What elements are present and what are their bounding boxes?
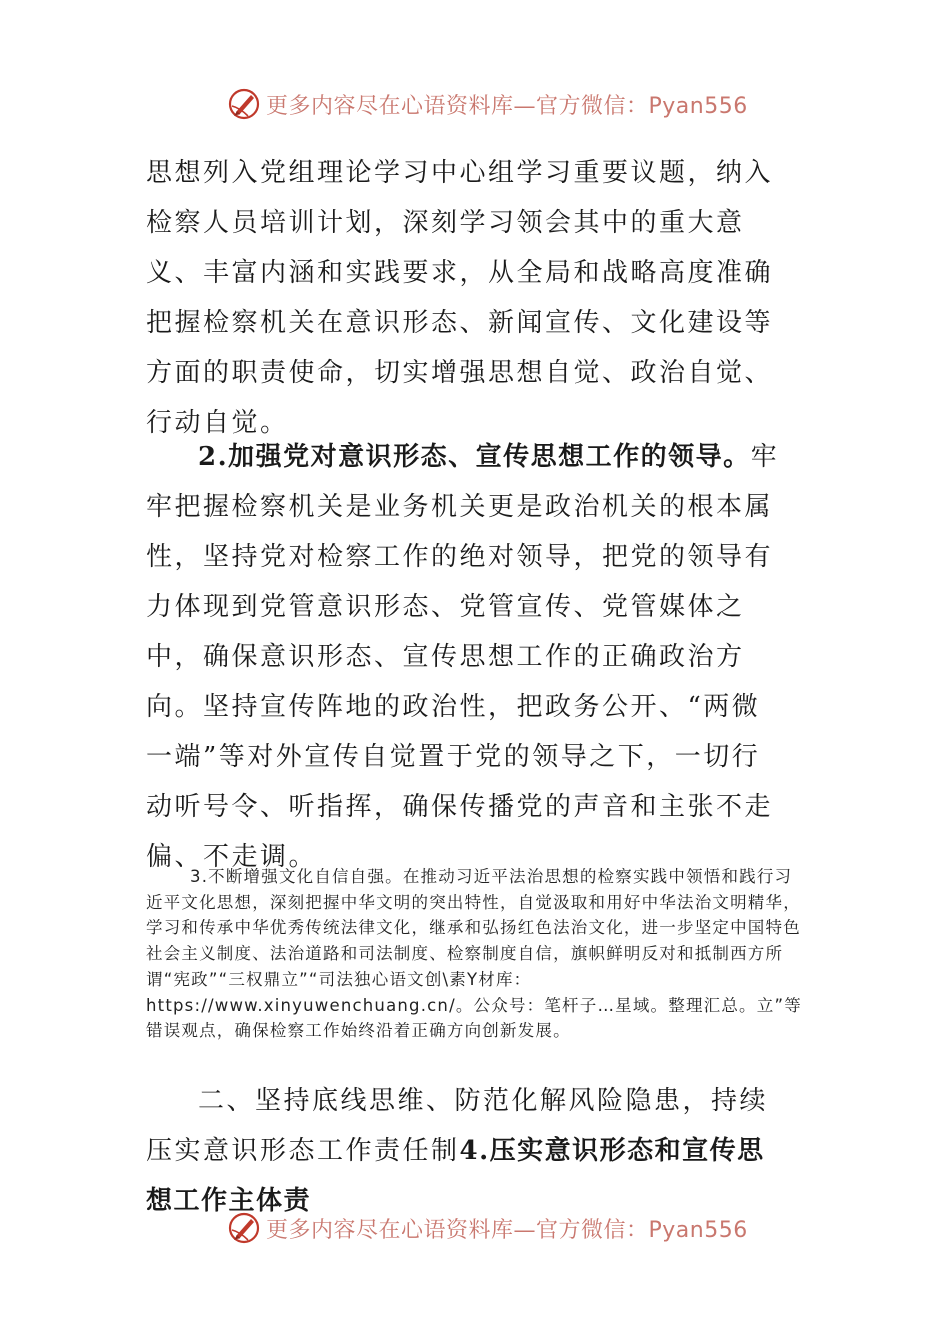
wechat-id: Pyan556 (648, 1217, 748, 1243)
paragraph-1: 思想列入党组理论学习中心组学习重要议题，纳入检察人员培训计划，深刻学习领会其中的重大意义、丰富内涵和实践要求，从全局和战略高度准确把握检察机关在意识形态、新闻宣传、文化建设等方面的职责使命，切实增强思想自觉、政治自觉、行动自觉。 (146, 158, 774, 438)
pen-logo-icon (226, 86, 262, 122)
paragraph-4 (146, 1076, 788, 1226)
banner-text: 更多内容尽在心语资料库—官方微信：Pyan556 (266, 1217, 748, 1243)
paragraph-2-heading: 2.加强党对意识形态、宣传思想工作的领导。 (198, 442, 751, 472)
pen-logo-icon (226, 1210, 262, 1246)
banner-text: 更多内容尽在心语资料库—官方微信：Pyan556 (266, 93, 748, 119)
wechat-id: Pyan556 (648, 93, 748, 119)
paragraph-2-body: 牢牢把握检察机关是业务机关更是政治机关的根本属性，坚持党对检察工作的绝对领导，把党的领导有力体现到党管意识形态、党管宣传、党管媒体之中，确保意识形态、宣传思想工作的正确政治方向。坚持宣传阵地的政治性，把政务公开、“两微一端”等对外宣传自觉置于党的领导之下，一切行动听号令、听指挥，确保传播党的声音和主张不走偏、不走调。 (146, 442, 780, 872)
footer-banner (0, 1208, 950, 1248)
paragraph-2 (146, 432, 788, 882)
paragraph-4-heading: 4.压实意识形态和宣传思想工作主体责 (146, 1136, 765, 1216)
header-banner (0, 84, 950, 124)
paragraph-3: 3.不断增强文化自信自强。在推动习近平法治思想的检察实践中领悟和践行习近平文化思想，深刻把握中华文明的突出特性，自觉汲取和用好中华法治文明精华，学习和传承中华优秀传统法律文化，继承和弘扬红色法治文化，进一步坚定中国特色社会主义制度、法治道路和司法制度、检察制度自信，旗帜鲜明反对和抵制西方所谓“宪政”“三权鼎立”“司法独心语文创\素Y材库：https://www.xinyuwenchuang.cn/。公众号：笔杆子…星域。整理汇总。立”等错误观点，确保检察工作始终沿着正确方向创新发展。 (146, 867, 802, 1041)
section-heading: 二、坚持底线思维、防范化解风险隐患，持续压实意识形态工作责任制 (146, 1086, 769, 1166)
